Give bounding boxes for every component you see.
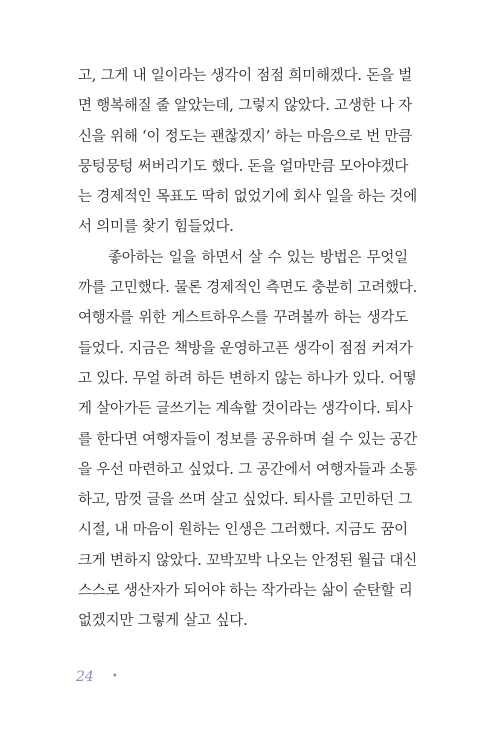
text-line: 면 행복해질 줄 알았는데, 그렇지 않았다. 고생한 나 자	[78, 98, 413, 115]
text-line: 좋아하는 일을 하면서 살 수 있는 방법은 무엇일	[108, 249, 408, 266]
bullet-icon: •	[111, 671, 118, 682]
text-line: 들었다. 지금은 책방을 운영하고픈 생각이 점점 커져가	[78, 340, 413, 357]
text-line: 을 우선 마련하고 싶었다. 그 공간에서 여행자들과 소통	[78, 461, 418, 478]
body-text	[78, 61, 418, 637]
text-line: 고 있다. 무얼 하려 하든 변하지 않는 하나가 있다. 어떻	[78, 370, 417, 387]
text-line: 하고, 맘껏 글을 쓰며 살고 싶었다. 퇴사를 고민하던 그	[78, 492, 413, 509]
text-line: 를 한다면 여행자들이 정보를 공유하며 쉴 수 있는 공간	[78, 431, 418, 448]
text-line: 시절, 내 마음이 원하는 인생은 그러했다. 지금도 꿈이	[78, 522, 408, 539]
text-line: 게 살아가든 글쓰기는 계속할 것이라는 생각이다. 퇴사	[78, 401, 413, 418]
text-line: 고, 그게 내 일이라는 생각이 점점 희미해겠다. 돈을 벌	[78, 68, 413, 84]
text-line: 뭉텅뭉텅 써버리기도 했다. 돈을 얼마만큼 모아야겠다	[78, 158, 409, 175]
page-footer	[76, 669, 118, 685]
text-line: 스스로 생산자가 되어야 하는 작가라는 삶이 순탄할 리	[78, 583, 413, 600]
page-number: 24	[76, 669, 94, 685]
text-line: 없겠지만 그렇게 살고 싶다.	[78, 613, 248, 630]
text-line: 는 경제적인 목표도 딱히 없었기에 회사 일을 하는 것에	[78, 189, 418, 206]
text-line: 크게 변하지 않았다. 꼬박꼬박 나오는 안정된 월급 대신	[78, 552, 418, 569]
text-line: 여행자를 위한 게스트하우스를 꾸려볼까 하는 생각도	[78, 310, 408, 327]
text-line: 까를 고민했다. 물론 경제적인 측면도 충분히 고려했다.	[78, 280, 418, 297]
text-line: 신을 위해 ‘이 정도는 괜찮겠지’ 하는 마음으로 번 만큼	[78, 128, 413, 145]
text-line: 서 의미를 찾기 힘들었다.	[78, 219, 234, 236]
